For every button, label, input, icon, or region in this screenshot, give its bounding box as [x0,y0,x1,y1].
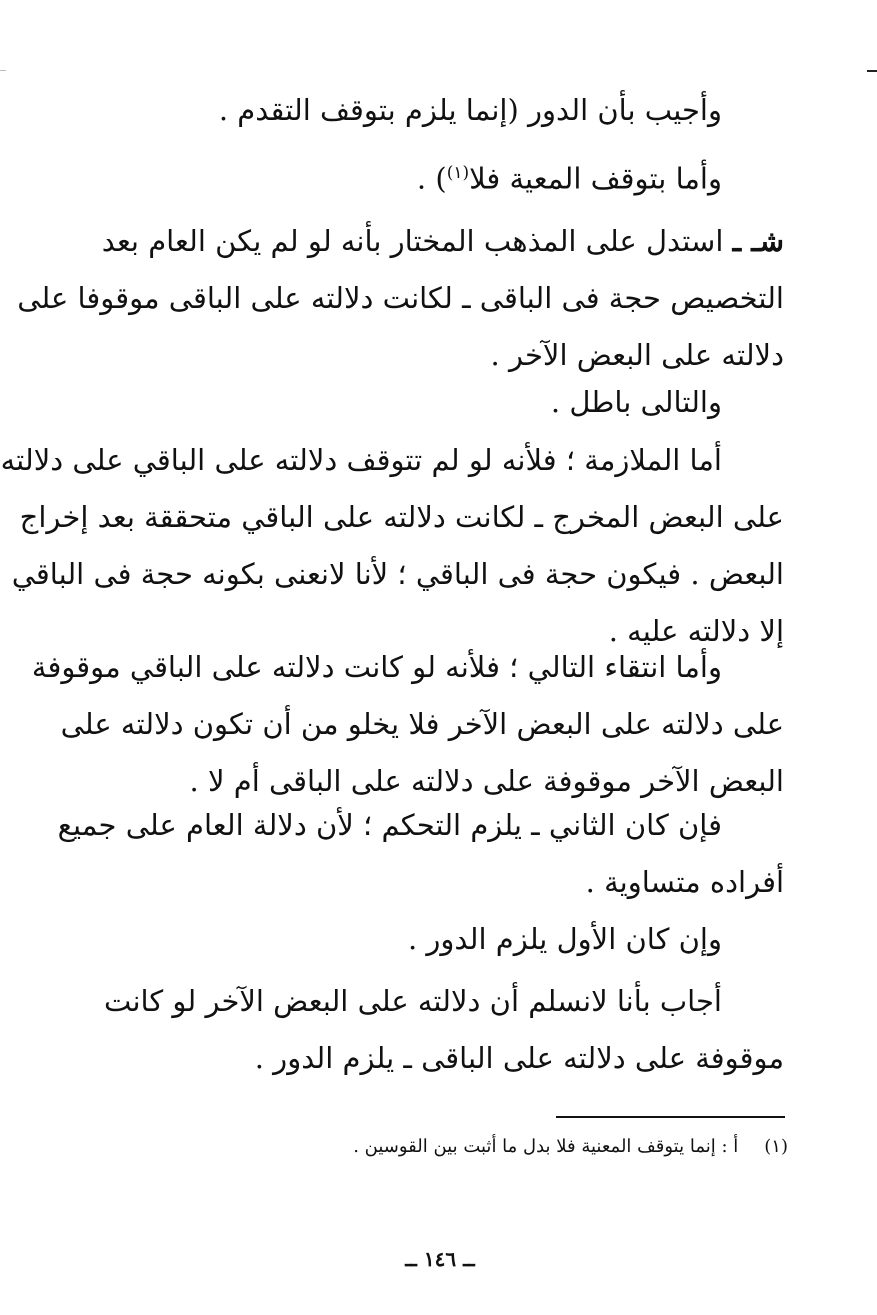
paragraph-line [101,213,784,270]
scan-edge-mark-left [0,70,6,71]
paragraph-text: استدل على المذهب المختار بأنه لو لم يكن العام بعد [101,224,724,258]
paragraph-line: وأجيب بأن الدور (إنما يلزم بتوقف التقدم . [218,93,722,127]
paragraph-3 [17,213,784,384]
footnote-rule [556,1116,785,1118]
footnote-number: (١) [764,1136,788,1157]
paragraph-line: البعض . فيكون حجة فى الباقي ؛ لأنا لانعنى بكونه حجة فى الباقي [11,557,784,591]
paragraph-2 [118,145,784,208]
paragraph-line: أجاب بأنا لانسلم أن دلالته على البعض الآخر لو كانت [104,984,722,1018]
paragraph-line: دلالته على البعض الآخر . [490,338,784,372]
paragraph-line: موقوفة على دلالته على الباقى ـ يلزم الدور . [254,1041,784,1075]
paragraph-line: التخصيص حجة فى الباقى ـ لكانت دلالته على الباقى موقوفا على [17,281,784,315]
paragraph-5 [0,432,784,660]
paragraph-line: على البعض المخرج ـ لكانت دلالته على الباقي متحققة بعد إخراج [19,500,784,534]
paragraph-9 [104,973,784,1087]
paragraph-tail: ) . [416,161,447,196]
commentary-label: شـ ـ [732,224,784,258]
paragraph-line: أما الملازمة ؛ فلأنه لو لم تتوقف دلالته على الباقي على دلالته [0,443,722,477]
footnote-text: أ : إنما يتوقف المعنية فلا بدل ما أثبت بين القوسين . [353,1136,739,1157]
paragraph-line: إلا دلالته عليه . [608,614,784,648]
paragraph-line: والتالى باطل . [550,385,722,419]
paragraph-7 [57,797,784,911]
paragraph-4 [118,374,784,431]
paragraph-line: البعض الآخر موقوفة على دلالته على الباقى أم لا . [189,764,784,798]
paragraph-line [118,145,784,208]
paragraph-text: وأما بتوقف المعية فلا [469,161,722,196]
footnote-marker: (١) [446,163,470,183]
paragraph-line: أفراده متساوية . [585,865,784,899]
paragraph-6 [31,639,784,810]
paragraph-line: على دلالته على البعض الآخر فلا يخلو من أن تكون دلالته على [60,707,784,741]
paragraph-1 [118,82,784,139]
footnote [250,1132,788,1162]
paragraph-line: وأما انتقاء التالي ؛ فلأنه لو كانت دلالته على الباقي موقوفة [31,650,722,684]
page-number: ــ ١٤٦ ــ [405,1247,475,1271]
scan-edge-mark [867,70,877,72]
paragraph-8 [118,911,784,968]
paragraph-line: وإن كان الأول يلزم الدور . [407,922,722,956]
paragraph-line: فإن كان الثاني ـ يلزم التحكم ؛ لأن دلالة العام على جميع [57,808,722,842]
